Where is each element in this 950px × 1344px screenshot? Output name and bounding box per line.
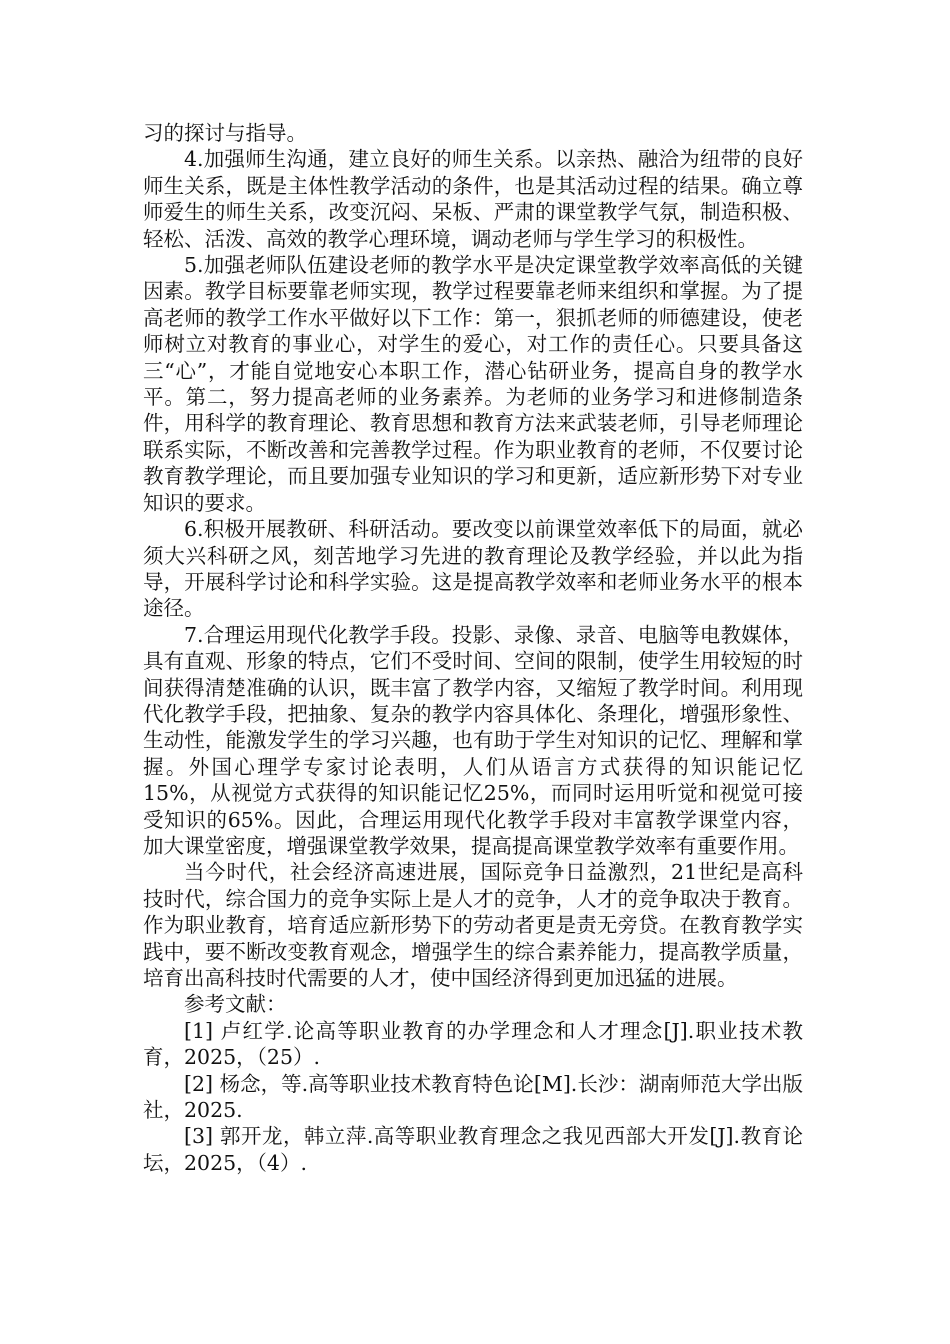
paragraph-conclusion: 当今时代，社会经济高速进展，国际竞争日益激烈，21世纪是高科技时代，综合国力的竞争实际上是人才的竞争，人才的竞争取决于教育。作为职业教育，培育适应新形势下的劳动者更是责无旁贷。在教育教学实践中，要不断改变教育观念，增强学生的综合素养能力，提高教学质量，培育出高科技时代需要的人才，使中国经济得到更加迅猛的进展。	[143, 860, 803, 990]
paragraph-item-6: 6.积极开展教研、科研活动。要改变以前课堂效率低下的局面，就必须大兴科研之风，刻苦地学习先进的教育理论及教学经验，并以此为指导，开展科学讨论和科学实验。这是提高教学效率和老师业务水平的根本途径。	[143, 517, 803, 621]
reference-item-3: [3] 郭开龙，韩立萍.高等职业教育理念之我见西部大开发[J].教育论坛，2025，（4）.	[143, 1124, 803, 1175]
paragraph-continuation: 习的探讨与指导。	[143, 121, 307, 145]
paragraph-item-4: 4.加强师生沟通，建立良好的师生关系。以亲热、融洽为纽带的良好师生关系，既是主体性教学活动的条件，也是其活动过程的结果。确立尊师爱生的师生关系，改变沉闷、呆板、严肃的课堂教学气氛，制造积极、轻松、活泼、高效的教学心理环境，调动老师与学生学习的积极性。	[143, 147, 803, 251]
document-body	[143, 120, 803, 1176]
references-heading: 参考文献：	[184, 992, 287, 1017]
reference-item-1: [1] 卢红学.论高等职业教育的办学理念和人才理念[J].职业技术教育，2025，（25）.	[143, 1018, 803, 1070]
reference-item-2: [2] 杨念，等.高等职业技术教育特色论[M].长沙：湖南师范大学出版社，2025.	[143, 1071, 803, 1123]
paragraph-item-7: 7.合理运用现代化教学手段。投影、录像、录音、电脑等电教媒体，具有直观、形象的特点，它们不受时间、空间的限制，使学生用较短的时间获得清楚准确的认识，既丰富了教学内容，又缩短了教学时间。利用现代化教学手段，把抽象、复杂的教学内容具体化、条理化，增强形象性、生动性，能激发学生的学习兴趣，也有助于学生对知识的记忆、理解和掌握。外国心理学专家讨论表明，人们从语言方式获得的知识能记忆15%，从视觉方式获得的知识能记忆25%，而同时运用听觉和视觉可接受知识的65%。因此，合理运用现代化教学手段对丰富教学课堂内容，加大课堂密度，增强课堂教学效果，提高提高课堂教学效率有重要作用。	[143, 622, 803, 858]
paragraph-item-5: 5.加强老师队伍建设老师的教学水平是决定课堂教学效率高低的关键因素。教学目标要靠老师实现，教学过程要靠老师来组织和掌握。为了提高老师的教学工作水平做好以下工作：第一，狠抓老师的师德建设，使老师树立对教育的事业心，对学生的爱心，对工作的责任心。只要具备这三“心”，才能自觉地安心本职工作，潜心钻研业务，提高自身的教学水平。第二，努力提高老师的业务素养。为老师的业务学习和进修制造条件，用科学的教育理论、教育思想和教育方法来武装老师，引导老师理论联系实际，不断改善和完善教学过程。作为职业教育的老师，不仅要讨论教育教学理论，而且要加强专业知识的学习和更新，适应新形势下对专业知识的要求。	[143, 253, 803, 515]
